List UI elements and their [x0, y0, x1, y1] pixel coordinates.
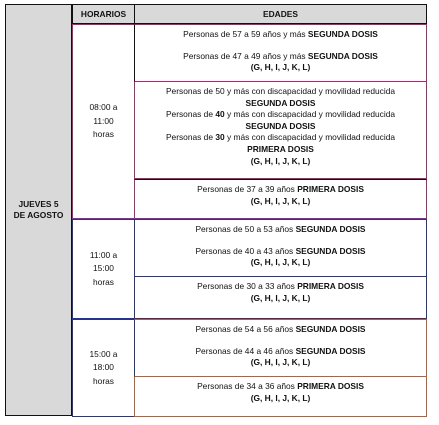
day-line-1: JUEVES 5	[18, 198, 59, 209]
day-cell	[5, 4, 72, 416]
header-edades: EDADES	[134, 4, 427, 24]
age-group-cell-2	[134, 82, 427, 179]
age-group-cell-7	[134, 377, 427, 417]
age-group-cell-6	[134, 319, 427, 377]
age-line: Personas de 57 a 59 años y más SEGUNDA DOSIS	[183, 29, 378, 39]
letters-line: (G, H, I, J, K, L)	[250, 292, 311, 303]
day-label	[14, 199, 64, 222]
dose-line: PRIMERA DOSIS	[247, 143, 314, 154]
age-group-cell-1	[134, 24, 427, 82]
time-3-line-3: horas	[93, 375, 114, 386]
age-line: Personas de 50 a 53 años SEGUNDA DOSIS	[195, 224, 366, 234]
age-line: Personas de 54 a 56 años SEGUNDA DOSIS	[195, 324, 366, 334]
age-line: Personas de 50 y más con discapacidad y movilidad reducida	[165, 86, 396, 96]
age-line: Personas de 37 a 39 años PRIMERA DOSIS	[197, 184, 364, 194]
time-2-line-1: 11:00 a	[89, 249, 118, 260]
time-slot-3	[72, 319, 135, 417]
letters-line: (G, H, I, J, K, L)	[250, 155, 311, 166]
age-line: Personas de 40 y más con discapacidad y movilidad reducida	[165, 109, 396, 120]
time-3-line-1: 15:00 a	[89, 348, 118, 359]
age-line: Personas de 40 a 43 años SEGUNDA DOSIS	[195, 245, 366, 256]
time-2-line-2: 15:00	[93, 263, 114, 274]
time-slot-2	[72, 219, 135, 319]
time-3-line-2: 18:00	[93, 362, 114, 373]
time-1-line-3: horas	[93, 129, 114, 140]
age-group-cell-4	[134, 219, 427, 277]
time-2-line-3: horas	[93, 276, 114, 287]
letters-line: (G, H, I, J, K, L)	[250, 195, 311, 206]
age-line: Personas de 30 y más con discapacidad y movilidad reducida	[165, 132, 396, 143]
time-1-line-1: 08:00 a	[89, 102, 118, 113]
dose-line: SEGUNDA DOSIS	[245, 120, 316, 131]
age-line: Personas de 44 a 46 años SEGUNDA DOSIS	[195, 345, 366, 356]
letters-line: (G, H, I, J, K, L)	[250, 357, 311, 368]
time-slot-1	[72, 24, 135, 219]
age-line: Personas de 34 a 36 años PRIMERA DOSIS	[197, 381, 364, 391]
age-line: Personas de 30 a 33 años PRIMERA DOSIS	[197, 281, 364, 291]
letters-line: (G, H, I, J, K, L)	[250, 62, 311, 73]
age-group-cell-3	[134, 179, 427, 219]
age-group-cell-5	[134, 277, 427, 319]
letters-line: (G, H, I, J, K, L)	[250, 392, 311, 403]
age-line: Personas de 47 a 49 años y más SEGUNDA DOSIS	[183, 50, 378, 61]
time-1-line-2: 11:00	[93, 115, 114, 126]
day-line-2: DE AGOSTO	[13, 210, 64, 220]
header-horarios: HORARIOS	[72, 4, 135, 24]
dose-line: SEGUNDA DOSIS	[245, 97, 316, 108]
letters-line: (G, H, I, J, K, L)	[250, 257, 311, 268]
